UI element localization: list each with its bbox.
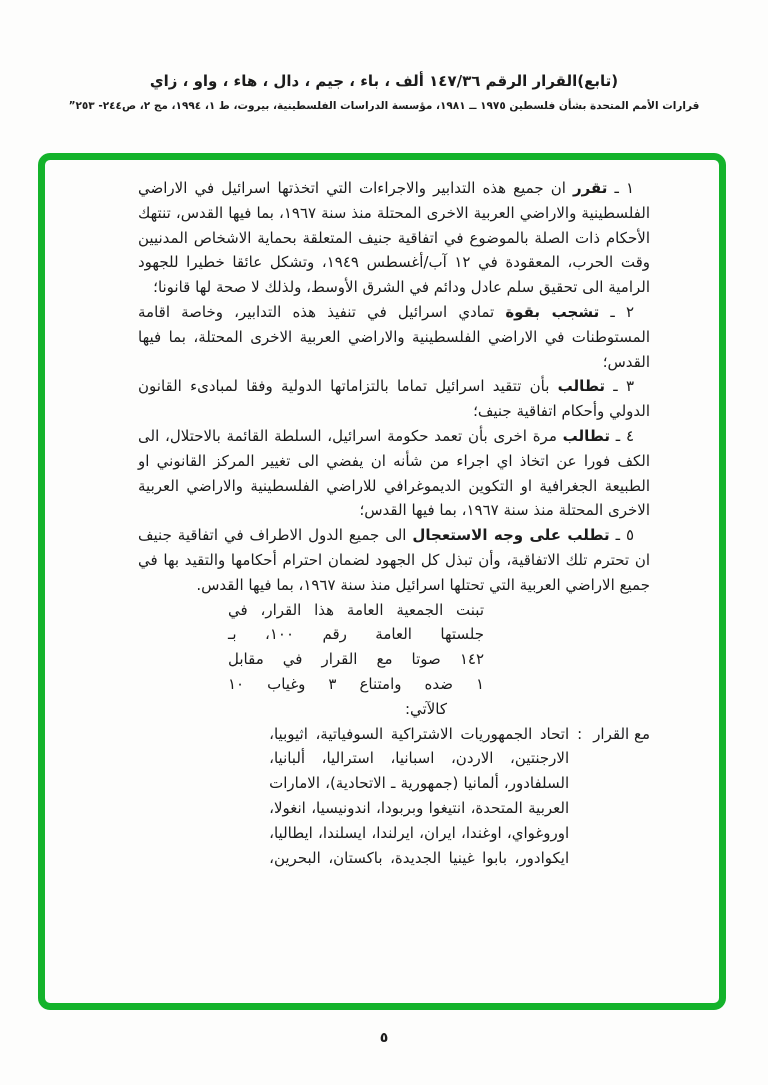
clause-5: [138, 523, 650, 597]
clause-number: ٤ ـ: [610, 426, 635, 445]
vote-line: ١ ضده وامتناع ٣ وغياب ١٠: [228, 674, 485, 693]
vote-line: جلستها العامة رقم ١٠٠، بـ: [228, 625, 484, 644]
clause-number: ١ ـ: [607, 179, 634, 197]
vote-final-line: كالآتي:: [405, 699, 447, 718]
clause-lead: تقرر: [572, 179, 608, 197]
clause-text: ان جميع هذه التدابير والاجراءات التي اتخذتها اسرائيل في الاراضي الفلسطينية والاراضي العربية الاخرى المحتلة منذ سنة ١٩٦٧، بما فيها القدس، تنتهك الأحكام ذات الصلة بالموضوع في اتفاقية جنيف المتعلقة بحماية الاشخاص المدنيين وقت الحرب، المعقودة في ١٢ آب/أغسطس ١٩٤٩، وتشكل عائقا خطيرا للجهود الرامية الى تحقيق سلم عادل ودائم في الشرق الأوسط، ولذلك لا صحة لها قانونا؛: [138, 179, 650, 297]
clause-lead: تطالب: [562, 426, 611, 445]
page-number: ٥: [379, 1030, 389, 1046]
with-resolution-colon: :: [577, 724, 583, 743]
with-resolution-block: [138, 722, 650, 871]
clause-lead: تشجب بقوة: [505, 302, 600, 321]
countries-list: اتحاد الجمهوريات الاشتراكية السوفياتية، اثيوبيا، الارجنتين، الاردن، اسبانيا، استراليا، ألبانيا، السلفادور، ألمانيا (جمهورية ـ الاتحادية)، الامارات العربية المتحدة، انتيغوا وبربودا، اندونيسيا، انغولا، اوروغواي، اوغندا، ايران، ايرلندا، ايسلندا، ايطاليا، ايكوادور، بابوا غينيا الجديدة، باكستان، البحرين،: [269, 724, 570, 867]
clause-number: ٢ ـ: [599, 302, 634, 321]
clause-1: [138, 176, 650, 300]
vote-summary: [228, 598, 484, 722]
clause-text: تمادي اسرائيل في تنفيذ هذه التدابير، وخاصة اقامة المستوطنات في الاراضي الفلسطينية والاراضي العربية الاخرى المحتلة، بما فيها القدس؛: [138, 302, 650, 371]
clause-number: ٥ ـ: [609, 526, 634, 545]
clause-4: [138, 424, 650, 523]
clause-text: بأن تتقيد اسرائيل تماما بالتزاماتها الدولية وفقا لمبادىء القانون الدولي وأحكام اتفاقية جنيف؛: [138, 377, 650, 421]
vote-line: تبنت الجمعية العامة هذا القرار، في: [228, 600, 484, 619]
clause-lead: تطلب على وجه الاستعجال: [412, 526, 610, 545]
clause-text: الى جميع الدول الاطراف في اتفاقية جنيف ان تحترم تلك الاتفاقية، وأن تبذل كل الجهود لضمان احترام أحكامها والتقيد بها في جميع الاراضي العربية التي تحتلها اسرائيل منذ سنة ١٩٦٧، بما فيها القدس.: [138, 526, 650, 594]
with-resolution-label: مع القرار: [593, 724, 650, 743]
resolution-body: [138, 176, 650, 870]
clause-number: ٣ ـ: [605, 377, 635, 396]
clause-2: [138, 300, 650, 374]
clause-3: [138, 374, 650, 424]
source-citation: قرارات الأمم المتحدة بشأن فلسطين ١٩٧٥ ــ ١٩٨١، مؤسسة الدراسات الفلسطينية، بيروت، ط ١، ١٩٩٤، مج ٢، ص٢٤٤- ٢٥٣”: [68, 100, 700, 112]
vote-line: ١٤٢ صوتا مع القرار في مقابل: [228, 650, 484, 669]
page-header: [0, 72, 768, 112]
clause-text: مرة اخرى بأن تعمد حكومة اسرائيل، السلطة القائمة بالاحتلال، الى الكف فورا عن اتخاذ اي اجراء من شأنه ان يفضي الى تغيير المركز القانوني او الطبيعة الجغرافية او التكوين الديموغرافي للاراضي الفلسطينية والاراضي العربية الاخرى المحتلة منذ سنة ١٩٦٧، بما فيها القدس؛: [138, 426, 650, 520]
resolution-title: (تابع)القرار الرقم ١٤٧/٣٦ ألف ، باء ، جيم ، دال ، هاء ، واو ، زاي: [149, 72, 619, 90]
clause-lead: تطالب: [557, 377, 606, 396]
